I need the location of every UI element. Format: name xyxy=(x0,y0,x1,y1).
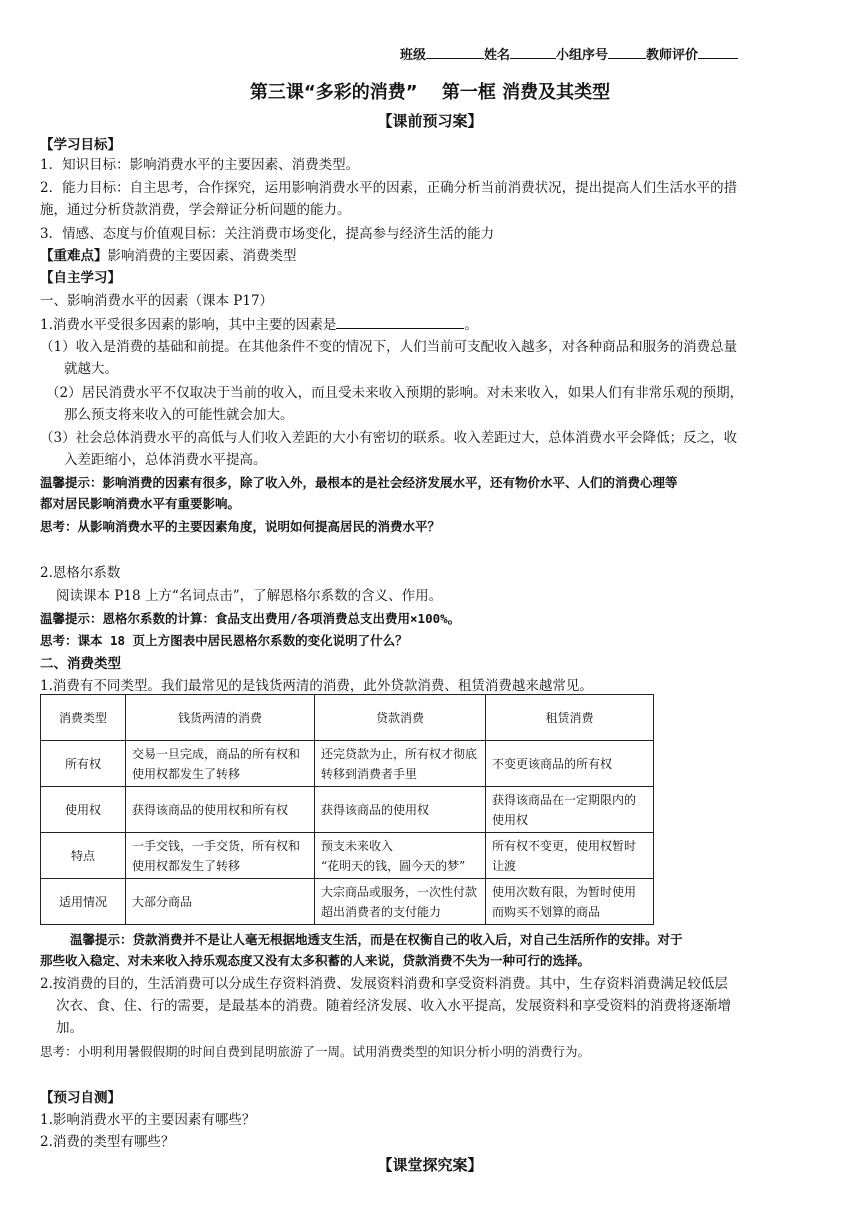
point-1-line-2: 就越大。 xyxy=(64,361,118,377)
self-study-heading: 【自主学习】 xyxy=(40,270,121,286)
engel-read: 阅读课本 P18 上方“名词点击”，了解恩格尔系数的含义、作用。 xyxy=(56,588,443,604)
section-preview-heading: 【课前预习案】 xyxy=(377,112,483,130)
group-blank xyxy=(608,45,646,59)
name-blank xyxy=(510,45,556,59)
table-header-cell: 钱货两清的消费 xyxy=(126,695,315,741)
table-cell: 获得该商品在一定期限内的使用权 xyxy=(486,787,654,833)
point-3-line-1: （3）社会总体消费水平的高低与人们收入差距的大小有密切的联系。收入差距过大，总体消费水平会降低；反之，收 xyxy=(40,430,738,446)
section-class-heading: 【课堂探究案】 xyxy=(377,1156,483,1174)
point-4-line-1: 2.按消费的目的，生活消费可以分成生存资料消费、发展资料消费和享受资料消费。其中，生存资料消费满足较低层 xyxy=(40,976,728,992)
table-cell: 大宗商品或服务，一次性付款超出消费者的支付能力 xyxy=(315,879,486,925)
table-cell: 不变更该商品的所有权 xyxy=(486,741,654,787)
part-2-title: 二、消费类型 xyxy=(40,656,121,672)
table-header-cell: 贷款消费 xyxy=(315,695,486,741)
table-cell: 预支未来收入 “花明天的钱，圆今天的梦” xyxy=(315,833,486,879)
class-label: 班级 xyxy=(400,48,427,63)
table-row xyxy=(41,879,654,925)
part-1-title: 一、影响消费水平的因素（课本 P17） xyxy=(40,293,274,309)
question-1-end: 。 xyxy=(464,317,478,333)
point-2-line-2: 那么预支将来收入的可能性就会加大。 xyxy=(64,407,294,423)
keypoints-text: 影响消费的主要因素、消费类型 xyxy=(107,248,297,264)
table-row xyxy=(41,741,654,787)
table-cell: 所有权 xyxy=(41,741,126,787)
table-row xyxy=(41,787,654,833)
table-cell: 大部分商品 xyxy=(126,879,315,925)
goal-2-line-1: 2．能力目标：自主思考，合作探究，运用影响消费水平的因素，正确分析当前消费状况，提出提高人们生活水平的措 xyxy=(40,180,738,196)
group-label: 小组序号 xyxy=(556,48,609,63)
think-2: 思考：课本 18 页上方图表中居民恩格尔系数的变化说明了什么？ xyxy=(40,633,408,648)
table-cell: 所有权不变更，使用权暂时让渡 xyxy=(486,833,654,879)
table-header-cell: 消费类型 xyxy=(41,695,126,741)
point-1-line-1: （1）收入是消费的基础和前提。在其他条件不变的情况下，人们当前可支配收入越多，对各种商品和服务的消费总量 xyxy=(40,339,738,355)
table-cell: 一手交钱，一手交货，所有权和使用权都发生了转移 xyxy=(126,833,315,879)
table-cell: 使用权 xyxy=(41,787,126,833)
name-label: 姓名 xyxy=(484,48,511,63)
table-cell: 获得该商品的使用权 xyxy=(315,787,486,833)
think-3: 思考：小明利用暑假假期的时间自费到昆明旅游了一周。试用消费类型的知识分析小明的消费行为。 xyxy=(40,1044,591,1059)
tip-3-line-2: 那些收入稳定、对未来收入持乐观态度又没有太多积蓄的人来说，贷款消费不失为一种可行的选择。 xyxy=(40,953,591,968)
consumption-types-table xyxy=(40,694,654,925)
test-question-1: 1.影响消费水平的主要因素有哪些？ xyxy=(40,1112,256,1128)
goal-2-line-2: 施，通过分析贷款消费，学会辩证分析问题的能力。 xyxy=(40,202,351,218)
eval-label: 教师评价 xyxy=(646,48,699,63)
part-2-question-1: 1.消费有不同类型。我们最常见的是钱货两清的消费，此外贷款消费、租赁消费越来越常见。 xyxy=(40,678,593,694)
keypoints xyxy=(40,246,830,266)
point-2-line-1: （2）居民消费水平不仅取决于当前的收入，而且受未来收入预期的影响。对未来收入，如果人们有非常乐观的预期， xyxy=(46,385,744,401)
test-question-2: 2.消费的类型有哪些？ xyxy=(40,1134,175,1150)
page-title: 第三课“多彩的消费” 第一框 消费及其类型 xyxy=(249,82,611,103)
point-4-line-2: 次衣、食、住、行的需要，是最基本的消费。随着经济发展、收入水平提高，发展资料和享受资料的消费将逐渐增 xyxy=(56,998,731,1014)
table-cell: 交易一旦完成，商品的所有权和使用权都发生了转移 xyxy=(126,741,315,787)
question-1-text: 1.消费水平受很多因素的影响，其中主要的因素是 xyxy=(40,317,337,333)
eval-blank xyxy=(698,45,738,59)
tip-2: 温馨提示：恩格尔系数的计算：食品支出费用/各项消费总支出费用×100%。 xyxy=(40,611,461,626)
answer-blank[interactable] xyxy=(336,314,464,329)
self-test-heading: 【预习自测】 xyxy=(40,1090,121,1106)
goal-1: 1．知识目标：影响消费水平的主要因素、消费类型。 xyxy=(40,157,360,173)
keypoints-label: 【重难点】 xyxy=(40,248,108,264)
think-1: 思考：从影响消费水平的主要因素角度，说明如何提高居民的消费水平？ xyxy=(40,519,441,534)
table-cell: 适用情况 xyxy=(41,879,126,925)
table-header-row xyxy=(41,695,654,741)
table-cell: 特点 xyxy=(41,833,126,879)
engel-title: 2.恩格尔系数 xyxy=(40,565,121,581)
goals-heading: 【学习目标】 xyxy=(40,137,121,153)
table-cell: 使用次数有限，为暂时使用而购买不划算的商品 xyxy=(486,879,654,925)
table-row xyxy=(41,833,654,879)
table-cell: 还完贷款为止，所有权才彻底转移到消费者手里 xyxy=(315,741,486,787)
table-header-cell: 租赁消费 xyxy=(486,695,654,741)
goal-3: 3．情感、态度与价值观目标：关注消费市场变化，提高参与经济生活的能力 xyxy=(40,226,495,242)
tip-1-line-2: 都对居民影响消费水平有重要影响。 xyxy=(40,496,241,511)
point-4-line-3: 加。 xyxy=(56,1020,83,1036)
point-3-line-2: 入差距缩小，总体消费水平提高。 xyxy=(64,452,267,468)
table-cell: 获得该商品的使用权和所有权 xyxy=(126,787,315,833)
tip-1-line-1: 温馨提示：影响消费的因素有很多，除了收入外，最根本的是社会经济发展水平，还有物价水平、人们的消费心理等 xyxy=(40,475,678,490)
question-1 xyxy=(40,314,830,335)
tip-3-line-1: 温馨提示：贷款消费并不是让人毫无根据地透支生活，而是在权衡自己的收入后，对自己生活所作的安排。对于 xyxy=(70,932,683,947)
header-fields xyxy=(400,44,738,63)
class-blank xyxy=(426,45,484,59)
